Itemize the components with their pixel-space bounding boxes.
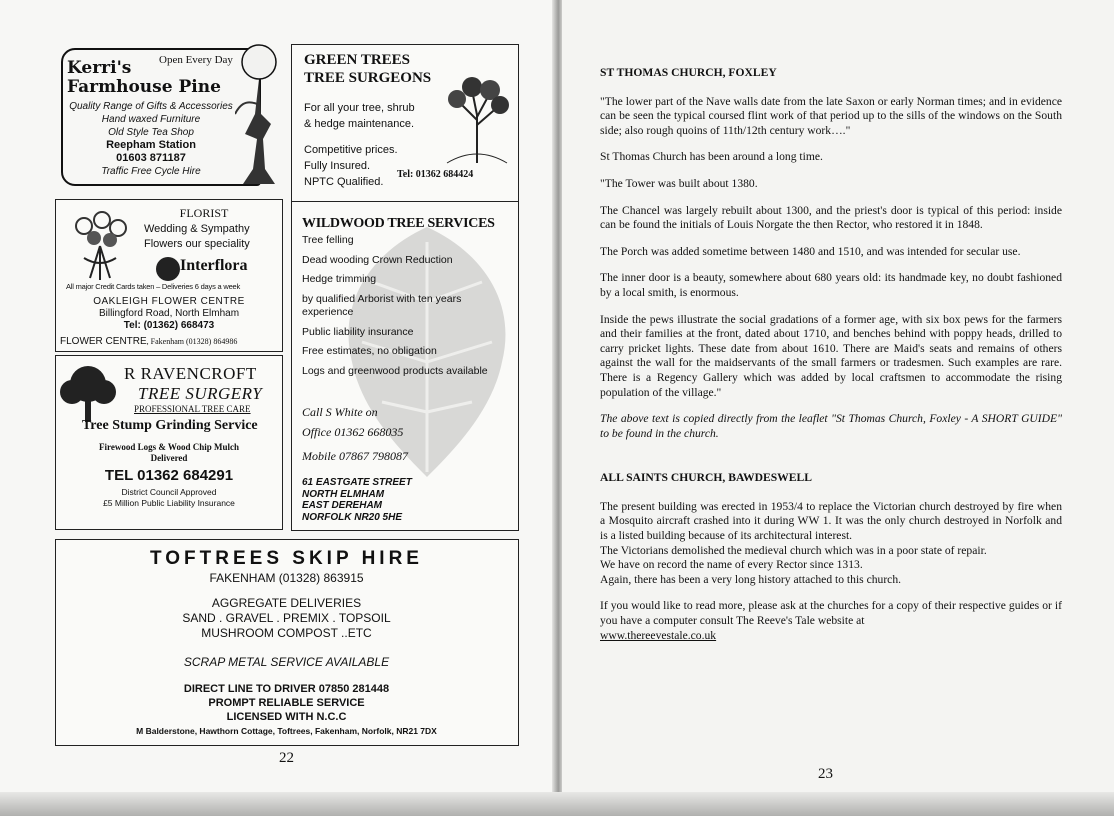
wildwood-service-6: Free estimates, no obligation	[302, 345, 437, 357]
heading-st-thomas: ST THOMAS CHURCH, FOXLEY	[600, 66, 777, 79]
florist-tel: Tel: (01362) 668473	[123, 320, 215, 331]
florist-contact	[56, 296, 282, 332]
paragraph-9: The present building was erected in 1953/4 to replace the Victorian church destroyed by fire when a Mosquito aircraft crashed into it during WW 1. It was the only church destroyed in Norfolk and is a listed building because of its architectural interest.	[600, 499, 1062, 543]
page-number-left: 22	[279, 750, 294, 766]
ravencroft-insurance: £5 Million Public Liability Insurance	[103, 498, 235, 508]
wildwood-service-5: Public liability insurance	[302, 325, 414, 338]
toftrees-scrap: SCRAP METAL SERVICE AVAILABLE	[183, 655, 390, 669]
green-trees-line-3: Competitive prices.	[304, 144, 398, 156]
toftrees-skip-hire-ad	[55, 539, 519, 746]
paragraph-6: The inner door is a beauty, somewhere about 680 years old: its handmade key, no doubt fashioned by a local smith, is enormous.	[600, 271, 1062, 299]
wildwood-address-3: EAST DEREHAM	[302, 500, 383, 511]
paragraph-4: The Chancel was largely rebuilt about 1300, and the priest's door is typical of this period: inside can be found the initials of Louis Norgate the then Rector, who restored it in 1848.	[600, 203, 1062, 232]
wildwood-address-2: NORTH ELMHAM	[302, 488, 385, 500]
wildwood-tree-services-ad	[291, 201, 519, 531]
green-trees-ad	[291, 44, 519, 202]
paragraph-11: We have on record the name of every Rector since 1313.	[600, 558, 863, 572]
paragraph-1: "The lower part of the Nave walls date from the late Saxon or early Norman times; and in evidence can be seen the typical coursed flint work of that period up to the sills of the windows on the South side; also rough quoins of 11th/12th century work…."	[600, 94, 1062, 137]
wildwood-address	[302, 477, 412, 523]
paragraph-3: "The Tower was built about 1380.	[600, 176, 758, 190]
florist-lines	[144, 222, 250, 252]
paragraph-2: St Thomas Church has been around a long time.	[600, 150, 823, 164]
kerris-phone: 01603 871187	[116, 152, 186, 164]
heading-all-saints: ALL SAINTS CHURCH, BAWDESWELL	[600, 471, 812, 485]
ravencroft-firewood: Firewood Logs & Wood Chip Mulch	[99, 442, 239, 452]
tree-silhouette-icon	[58, 362, 118, 424]
kerris-name-2: Farmhouse Pine	[67, 77, 221, 97]
toftrees-products	[56, 596, 517, 641]
toftrees-title: TOFTREES SKIP HIRE	[150, 548, 423, 569]
wildwood-office: Office 01362 668035	[302, 425, 404, 439]
kerris-line-3: Old Style Tea Shop	[108, 127, 194, 138]
kerris-open-text: Open Every Day	[159, 54, 233, 66]
wildwood-address-1: 61 EASTGATE STREET	[302, 477, 412, 488]
ravencroft-name: R RAVENCROFT	[124, 364, 257, 383]
green-trees-line-4: Fully Insured.	[304, 160, 371, 172]
wildwood-services	[302, 234, 507, 378]
florist-footer-tel: , Fakenham (01328) 864986	[146, 337, 238, 346]
green-trees-title-1: GREEN TREES	[304, 52, 411, 68]
lamp-figure-icon	[235, 44, 283, 192]
green-trees-line-5: NPTC Qualified.	[304, 176, 384, 188]
bouquet-icon	[64, 208, 136, 282]
florist-cards: All major Credit Cards taken – Deliveries 6 days a week	[66, 282, 241, 291]
toftrees-line-1: AGGREGATE DELIVERIES	[211, 596, 362, 610]
toftrees-address: M Balderstone, Hawthorn Cottage, Toftrees, Fakenham, Norfolk, NR21 7DX	[136, 726, 437, 736]
wildwood-title: WILDWOOD TREE SERVICES	[302, 216, 495, 231]
florist-line-1: Wedding & Sympathy	[144, 223, 250, 235]
paragraph-7: Inside the pews illustrate the social gradations of a former age, with six box pews for the farmers and their families at the front, dated about 1710, and benches behind with poppy heads, drilled to carry pricket lights. These date from about 1610. There are Maid's seats and remains of others against the wall for the maidservants of the small farmers or tradesmen. Such examples are rare. There is a Regency Gallery which was added by local craftsmen to accommodate the rising population of the village."	[600, 312, 1062, 399]
tree-icon	[442, 75, 512, 165]
florist-address: Billingford Road, North Elmham	[98, 308, 240, 319]
paragraph-13: If you would like to read more, please ask at the churches for a copy of their respective guides or if you have a computer consult The Reeve's Tale website at	[600, 599, 1062, 628]
ravencroft-title: TREE SURGERY	[138, 384, 263, 403]
paragraph-12: Again, there has been a very long history attached to this church.	[600, 572, 902, 586]
wildwood-contact	[302, 402, 408, 466]
page-bottom-shadow	[0, 792, 1114, 816]
wildwood-call: Call S White on	[302, 405, 378, 419]
green-trees-line-2: & hedge maintenance.	[304, 118, 415, 130]
florist-title: FLORIST	[179, 206, 229, 220]
green-trees-line-1: For all your tree, shrub	[304, 102, 415, 114]
kerris-name: Kerri's	[67, 58, 132, 78]
kerris-line-1: Quality Range of Gifts & Accessories	[69, 101, 233, 112]
interflora-logo-icon	[156, 257, 180, 281]
wildwood-service-2: Dead wooding Crown Reduction	[302, 253, 453, 266]
kerris-station: Reepham Station	[106, 139, 196, 151]
ravencroft-sub: PROFESSIONAL TREE CARE	[134, 404, 251, 414]
paragraph-5: The Porch was added sometime between 1480 and 1510, and was intended for secular use.	[600, 244, 1021, 258]
ravencroft-footer	[56, 487, 282, 509]
ravencroft-approved: District Council Approved	[121, 487, 217, 497]
green-trees-tel: Tel: 01362 684424	[397, 169, 474, 180]
left-page	[0, 0, 556, 816]
kerris-tagline: Traffic Free Cycle Hire	[101, 166, 201, 177]
toftrees-line-3: MUSHROOM COMPOST ..ETC	[201, 626, 372, 640]
toftrees-licensed: LICENSED WITH N.C.C	[226, 711, 347, 723]
ravencroft-tel: TEL 01362 684291	[104, 467, 234, 484]
interflora-brand: Interflora	[180, 257, 248, 274]
florist-line-2: Flowers our speciality	[144, 238, 250, 250]
paragraph-8: The above text is copied directly from the leaflet "St Thomas Church, Foxley - A SHORT GUIDE" to be found in the church.	[600, 412, 1062, 440]
toftrees-phone: FAKENHAM (01328) 863915	[209, 571, 364, 585]
florist-footer	[60, 336, 284, 347]
wildwood-service-7: Logs and greenwood products available	[302, 364, 488, 377]
green-trees-title-2: TREE SURGEONS	[304, 70, 432, 86]
toftrees-prompt: PROMPT RELIABLE SERVICE	[208, 697, 365, 709]
kerris-farmhouse-pine-ad	[55, 44, 284, 194]
wildwood-service-3: Hedge trimming	[302, 273, 377, 285]
florist-name: OAKLEIGH FLOWER CENTRE	[93, 296, 245, 307]
website-link[interactable]: www.thereevestale.co.uk	[600, 628, 717, 642]
wildwood-service-1: Tree felling	[302, 234, 354, 246]
florist-footer-name: FLOWER CENTRE	[60, 336, 147, 347]
toftrees-direct: DIRECT LINE TO DRIVER 07850 281448	[183, 683, 390, 695]
green-trees-title	[304, 51, 431, 87]
ravencroft-firewood-block	[56, 442, 282, 464]
oakleigh-florist-ad	[55, 199, 283, 352]
ravencroft-tree-surgery-ad	[55, 355, 283, 530]
ravencroft-service: Tree Stump Grinding Service	[82, 418, 258, 433]
wildwood-mobile: Mobile 07867 798087	[302, 449, 408, 463]
right-page-text	[600, 66, 1062, 643]
toftrees-line-2: SAND . GRAVEL . PREMIX . TOPSOIL	[182, 611, 391, 625]
toftrees-service	[56, 682, 517, 724]
page-number-right: 23	[818, 766, 833, 782]
paragraph-10: The Victorians demolished the medieval church which was in a poor state of repair.	[600, 543, 987, 557]
wildwood-service-4: by qualified Arborist with ten years experience	[302, 292, 462, 318]
kerris-details	[61, 100, 241, 178]
ravencroft-delivered: Delivered	[150, 453, 188, 463]
wildwood-address-4: NORFOLK NR20 5HE	[302, 511, 403, 523]
kerris-line-2: Hand waxed Furniture	[101, 114, 201, 125]
